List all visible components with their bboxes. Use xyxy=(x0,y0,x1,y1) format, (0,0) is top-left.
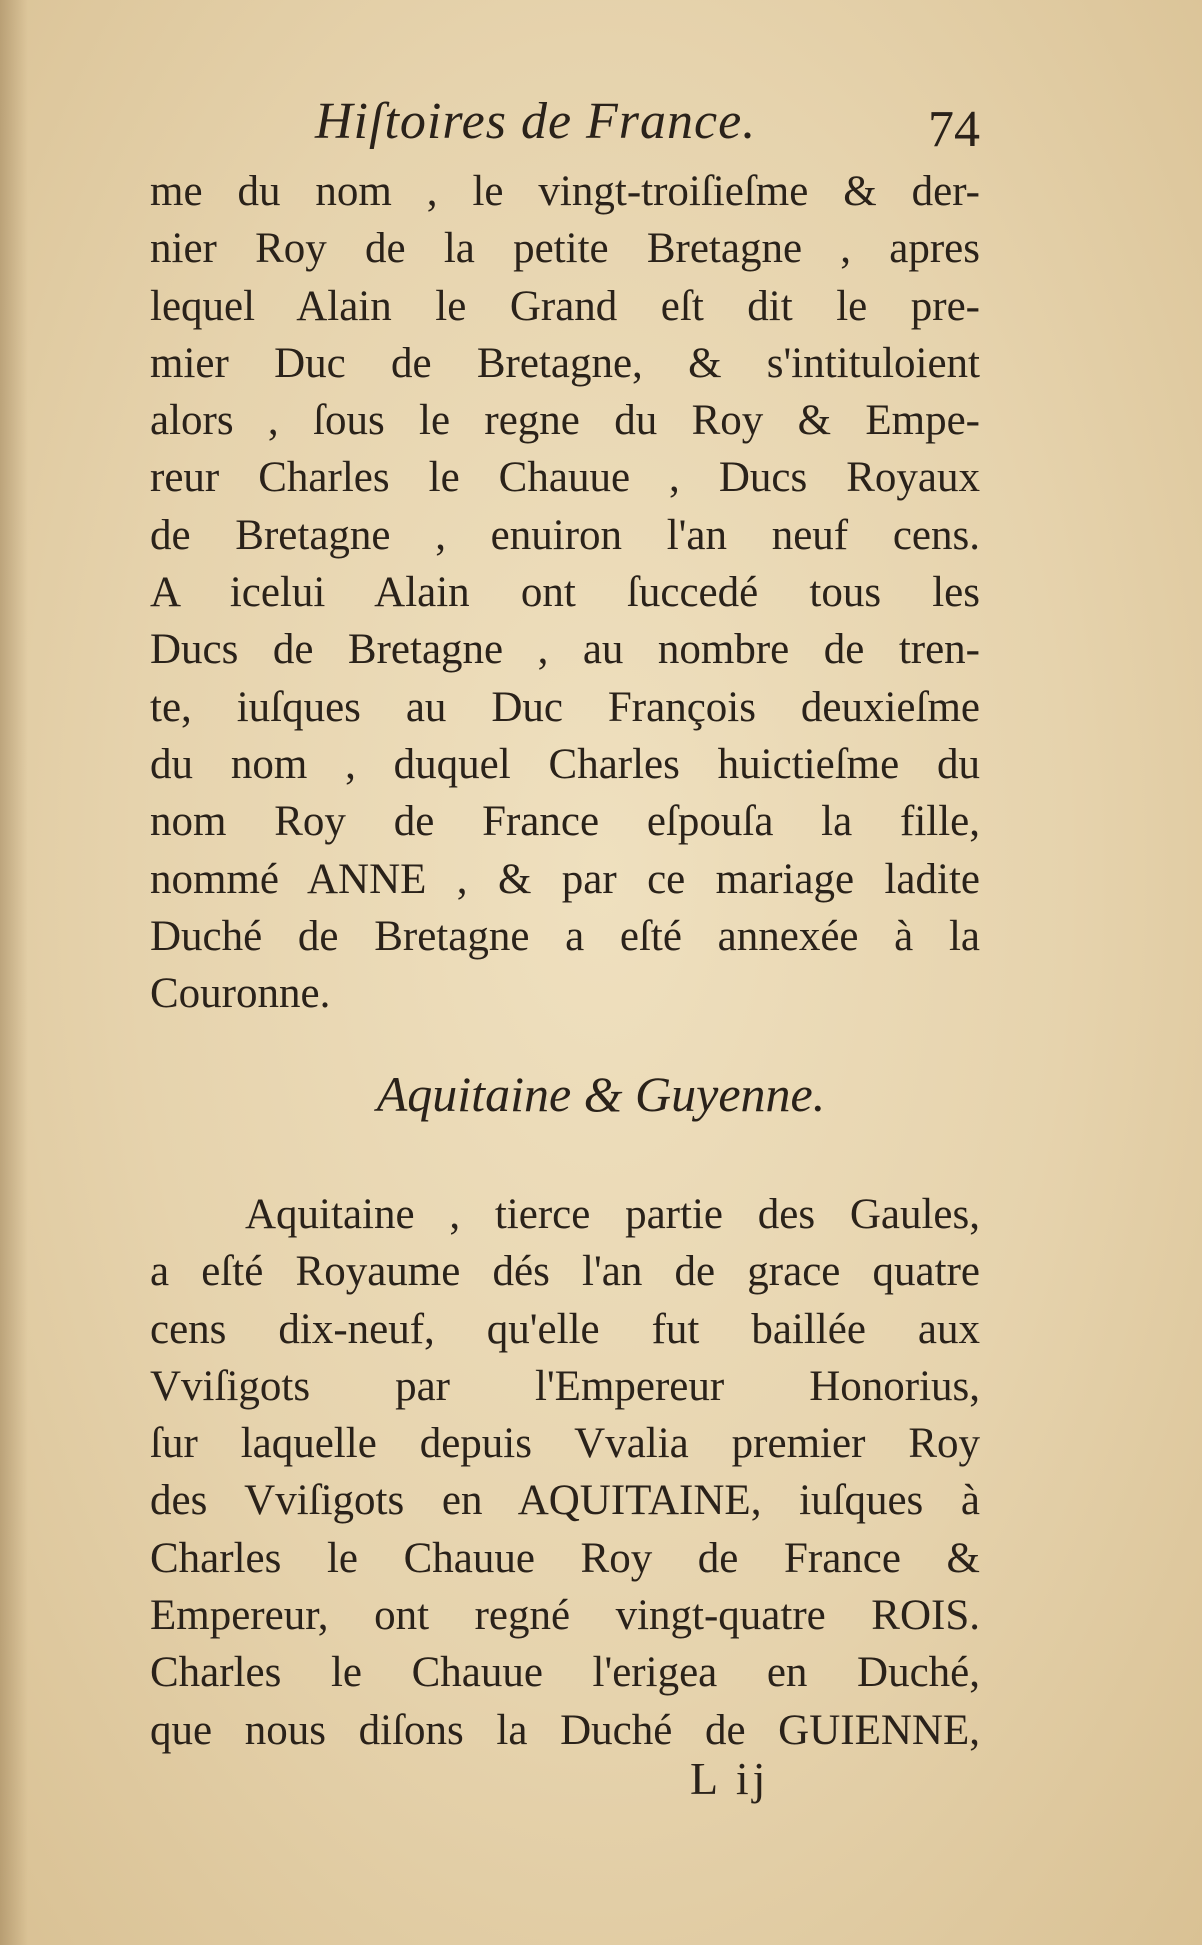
text-line: Couronne. xyxy=(150,970,331,1018)
text-line: nier Roy de la petite Bretagne , apres xyxy=(150,225,980,273)
text-line: te, iuſques au Duc François deuxieſme xyxy=(150,683,980,731)
text-line: Empereur, ont regné vingt-quatre ROIS. xyxy=(150,1592,980,1640)
text-line: cens dix-neuf, qu'elle fut baillée aux xyxy=(150,1305,980,1353)
text-line: des Vviſigots en AQUITAINE, iuſques à xyxy=(150,1477,980,1525)
text-line: ſur laquelle depuis Vvalia premier Roy xyxy=(150,1420,980,1468)
paragraph-aquitaine xyxy=(150,1186,980,1759)
section-heading: Aquitaine & Guyenne. xyxy=(376,1066,826,1122)
text-line: Charles le Chauue l'erigea en Duché, xyxy=(150,1649,980,1697)
text-line: mier Duc de Bretagne, & s'intituloient xyxy=(150,339,980,387)
text-line: reur Charles le Chauue , Ducs Royaux xyxy=(150,454,980,502)
text-line: que nous diſons la Duché de GUIENNE, xyxy=(150,1706,980,1754)
text-line: Vviſigots par l'Empereur Honorius, xyxy=(150,1362,980,1410)
text-line: Ducs de Bretagne , au nombre de tren- xyxy=(150,626,980,674)
text-line: Aquitaine , tierce partie des Gaules, xyxy=(245,1191,980,1238)
running-head-title: Hiſtoires de France. xyxy=(315,93,757,150)
text-line: alors , ſous le regne du Roy & Empe- xyxy=(150,397,980,445)
paragraph-brittany xyxy=(150,163,980,1022)
text-line: Charles le Chauue Roy de France & xyxy=(150,1534,980,1582)
text-line: du nom , duquel Charles huictieſme du xyxy=(150,740,980,788)
text-line: Duché de Bretagne a eſté annexée à la xyxy=(150,912,980,960)
signature-mark: L ij xyxy=(690,1753,770,1804)
text-line: nom Roy de France eſpouſa la fille, xyxy=(150,798,980,846)
text-line: nommé ANNE , & par ce mariage ladite xyxy=(150,855,980,903)
text-line: lequel Alain le Grand eſt dit le pre- xyxy=(150,282,980,330)
text-line: A icelui Alain ont ſuccedé tous les xyxy=(150,569,980,617)
running-head xyxy=(150,92,980,162)
page-number: 74 xyxy=(928,101,980,158)
text-line: de Bretagne , enuiron l'an neuf cens. xyxy=(150,511,980,559)
text-line: me du nom , le vingt-troiſieſme & der- xyxy=(150,168,980,215)
text-line: a eſté Royaume dés l'an de grace quatre xyxy=(150,1248,980,1296)
